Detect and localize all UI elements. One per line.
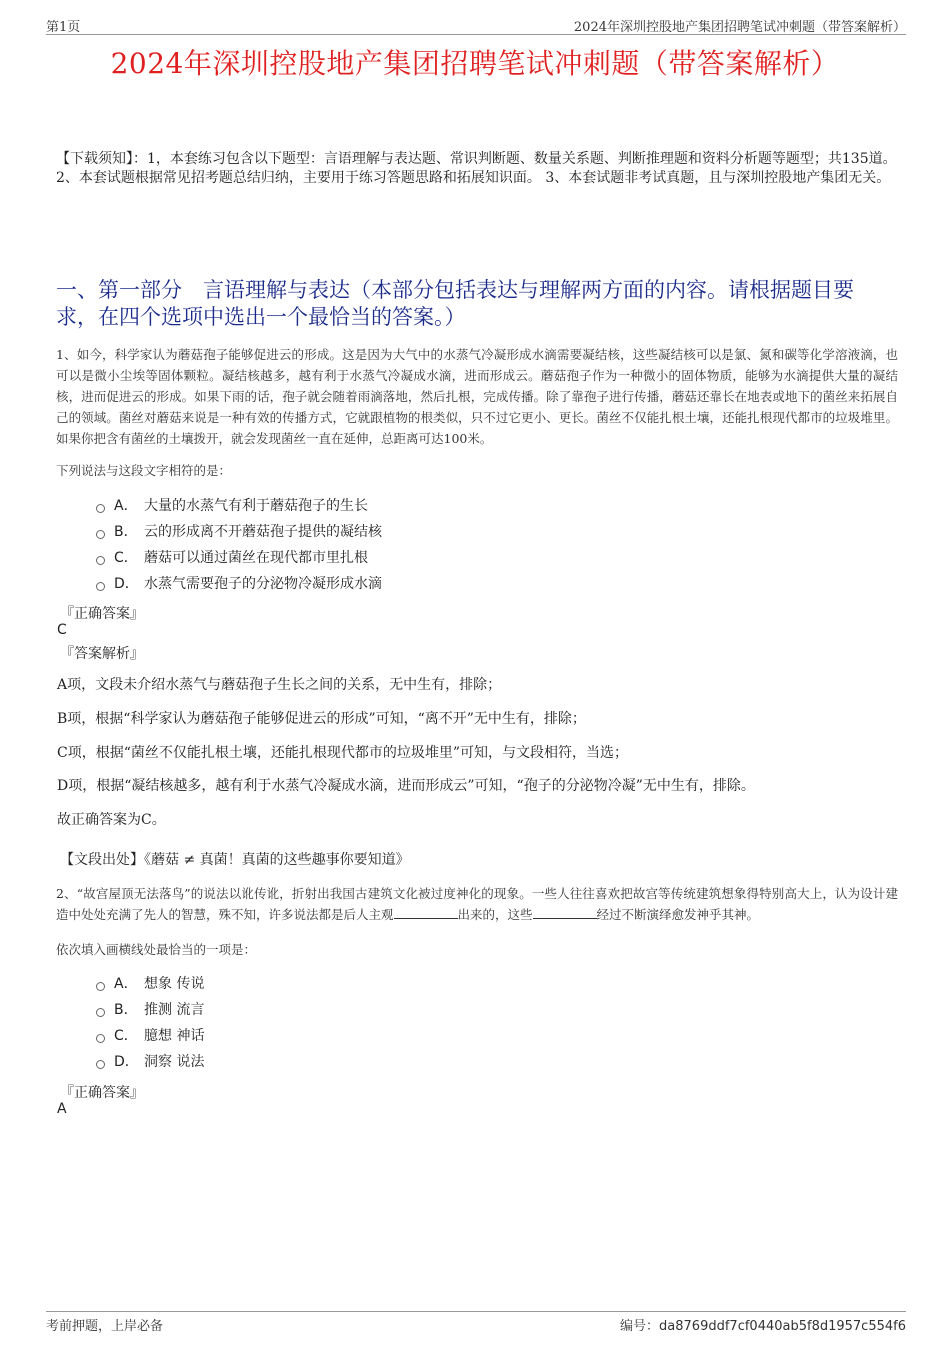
question-2-text-part3: 经过不断演绎愈发神乎其神。	[596, 907, 760, 922]
question-2-prompt: 依次填入画横线处最恰当的一项是：	[56, 942, 257, 957]
option-letter: A．	[114, 976, 138, 992]
page-header	[46, 14, 906, 35]
option-letter: B．	[114, 1002, 138, 1018]
option-letter: C．	[114, 1028, 138, 1044]
option-text: 臆想 神话	[144, 1028, 205, 1044]
analysis-conclusion: 故正确答案为C。	[57, 812, 166, 828]
option-c[interactable]	[96, 544, 382, 570]
passage-source: 【文段出处】《蘑菇 ≠ 真菌！真菌的这些趣事你要知道》	[60, 852, 410, 868]
option-a[interactable]	[96, 492, 382, 518]
question-1-prompt: 下列说法与这段文字相符的是：	[56, 463, 232, 478]
header-doc-title: 2024年深圳控股地产集团招聘笔试冲刺题（带答案解析）	[573, 20, 906, 35]
question-1-options	[96, 492, 382, 596]
page-title: 2024年深圳控股地产集团招聘笔试冲刺题（带答案解析）	[110, 47, 840, 80]
radio-icon[interactable]	[96, 504, 105, 513]
option-text: 云的形成离不开蘑菇孢子提供的凝结核	[144, 524, 382, 540]
option-letter: C．	[114, 550, 138, 566]
radio-icon[interactable]	[96, 982, 105, 991]
radio-icon[interactable]	[96, 556, 105, 565]
option-letter: A．	[114, 498, 138, 514]
question-2-text-part1: 2、“故宫屋顶无法落鸟”的说法以讹传讹，折射出我国古建筑文化被过度神化的现象。一些人往往喜欢把故宫等传统建筑想象得特别高大上，认为设计建造中处处充满了先人的智慧，殊不知，许多说法都是后人主观	[56, 886, 898, 922]
analysis-line-a: A项，文段未介绍水蒸气与蘑菇孢子生长之间的关系，无中生有，排除；	[57, 677, 502, 693]
option-c[interactable]	[96, 1022, 204, 1048]
option-text: 想象 传说	[144, 976, 205, 992]
analysis-line-d: D项，根据“凝结核越多，越有利于水蒸气冷凝成水滴，进而形成云”可知，“孢子的分泌物冷凝”无中生有，排除。	[57, 778, 755, 794]
radio-icon[interactable]	[96, 530, 105, 539]
footer-code-label: 编号：	[620, 1319, 660, 1334]
correct-answer: A	[57, 1101, 67, 1117]
footer-code-value: da8769ddf7cf0440ab5f8d1957c554f6	[659, 1319, 906, 1334]
footer-code	[620, 1315, 906, 1334]
option-letter: B．	[114, 524, 138, 540]
analysis-line-c: C项，根据“菌丝不仅能扎根土壤，还能扎根现代都市的垃圾堆里”可知，与文段相符，当选；	[57, 745, 629, 761]
download-notice: 【下载须知】：1，本套练习包含以下题型：言语理解与表达题、常识判断题、数量关系题、判断推理题和资料分析题等题型；共135道。 2、本套试题根据常见招考题总结归纳，主要用于练习答题思路和拓展知识面。 3、本套试题非考试真题，且与深圳控股地产集团无关。	[56, 151, 897, 186]
option-b[interactable]	[96, 996, 204, 1022]
option-d[interactable]	[96, 570, 382, 596]
option-text: 大量的水蒸气有利于蘑菇孢子的生长	[144, 498, 368, 514]
radio-icon[interactable]	[96, 1034, 105, 1043]
option-text: 水蒸气需要孢子的分泌物冷凝形成水滴	[144, 576, 382, 592]
question-2-text-part2: 出来的，这些	[457, 907, 533, 922]
option-text: 推测 流言	[144, 1002, 205, 1018]
option-letter: D．	[114, 1054, 139, 1070]
blank-2	[533, 906, 597, 919]
option-a[interactable]	[96, 970, 204, 996]
option-b[interactable]	[96, 518, 382, 544]
option-text: 洞察 说法	[144, 1054, 205, 1070]
radio-icon[interactable]	[96, 1008, 105, 1017]
page-footer	[46, 1311, 906, 1332]
question-1-text: 1、如今，科学家认为蘑菇孢子能够促进云的形成。这是因为大气中的水蒸气冷凝形成水滴需要凝结核，这些凝结核可以是氯、氮和碳等化学溶液滴，也可以是微小尘埃等固体颗粒。凝结核越多，越有利于水蒸气冷凝成水滴，进而形成云。蘑菇孢子作为一种微小的固体物质，能够为水滴提供大量的凝结核，进而促进云的形成。如果下雨的话，孢子就会随着雨滴落地，然后扎根，完成传播。除了靠孢子进行传播，蘑菇还靠长在地表或地下的菌丝来拓展自己的领域。菌丝对蘑菇来说是一种有效的传播方式，它就跟植物的根类似，只不过它更小、更长。菌丝不仅能扎根土壤，还能扎根现代都市的垃圾堆里。如果你把含有菌丝的土壤拨开，就会发现菌丝一直在延伸，总距离可达100米。	[56, 347, 898, 446]
analysis-label: 『答案解析』	[60, 646, 144, 662]
page-number: 第1页	[46, 20, 81, 35]
radio-icon[interactable]	[96, 582, 105, 591]
option-text: 蘑菇可以通过菌丝在现代都市里扎根	[144, 550, 368, 566]
correct-answer: C	[57, 622, 67, 638]
blank-1	[394, 906, 458, 919]
section-heading: 一、第一部分 言语理解与表达（本部分包括表达与理解两方面的内容。请根据题目要求，在四个选项中选出一个最恰当的答案。）	[56, 278, 854, 329]
question-2-options	[96, 970, 204, 1074]
radio-icon[interactable]	[96, 1060, 105, 1069]
footer-slogan: 考前押题，上岸必备	[46, 1319, 164, 1334]
option-letter: D．	[114, 576, 139, 592]
correct-answer-label: 『正确答案』	[60, 1085, 144, 1101]
option-d[interactable]	[96, 1048, 204, 1074]
question-2-text	[56, 883, 898, 925]
analysis-line-b: B项，根据“科学家认为蘑菇孢子能够促进云的形成”可知，“离不开”无中生有，排除；	[57, 711, 586, 727]
correct-answer-label: 『正确答案』	[60, 606, 144, 622]
